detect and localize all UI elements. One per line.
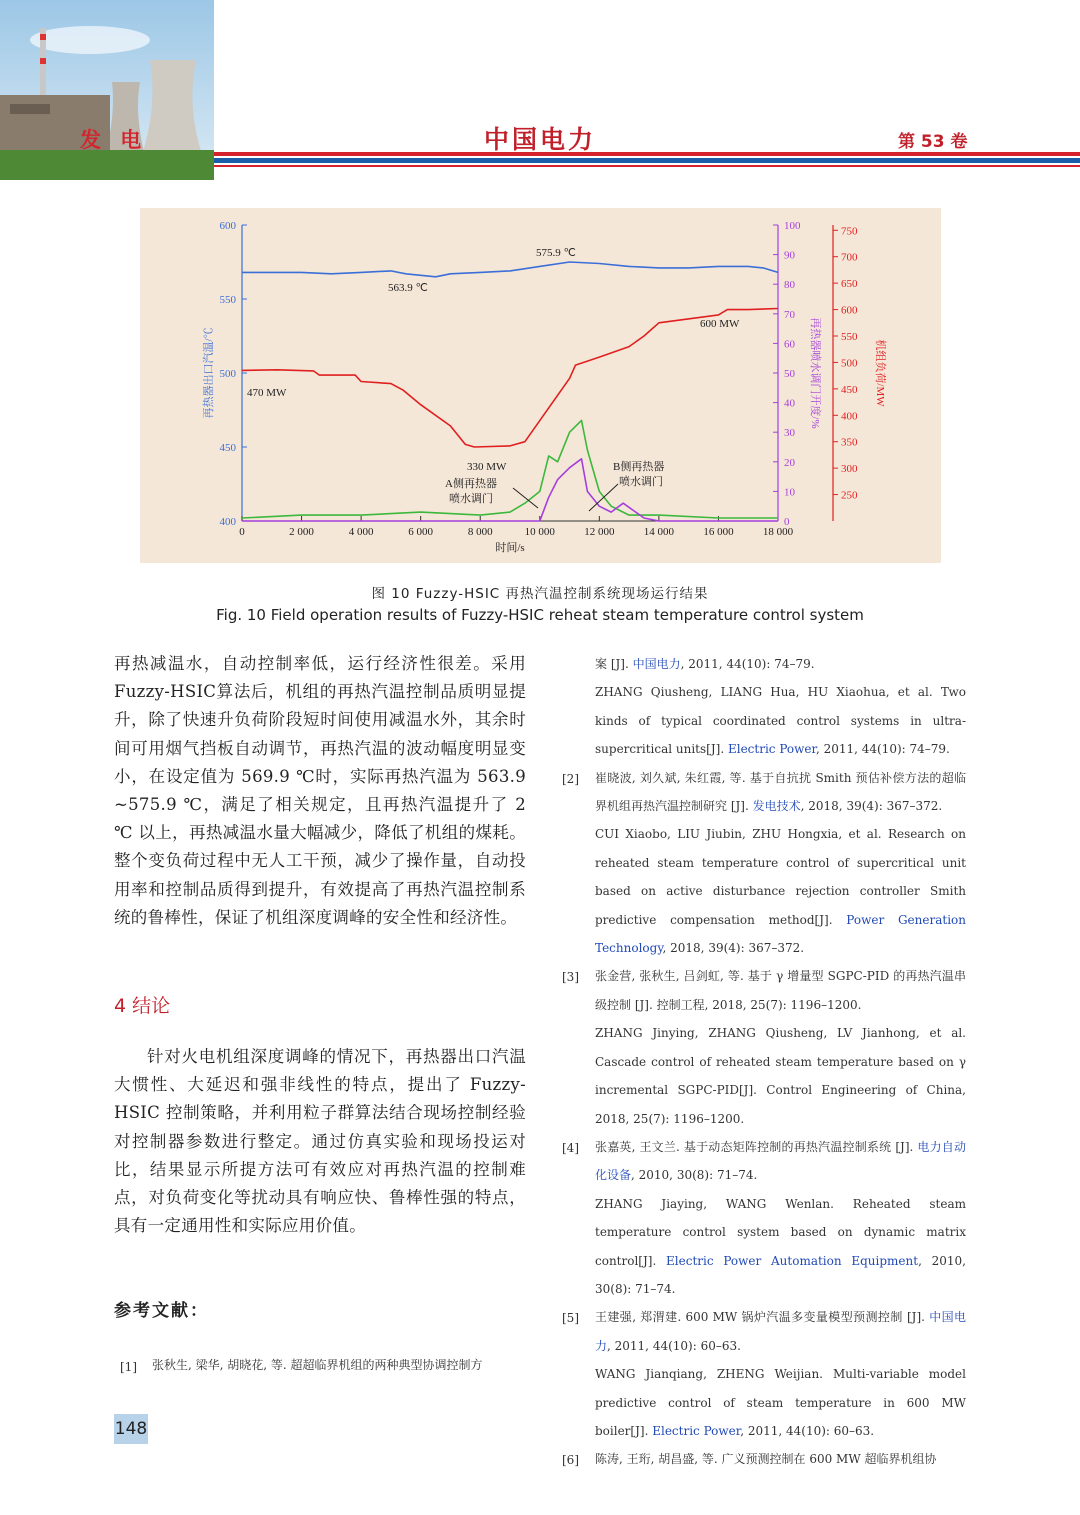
right1-axis-tick-label: 20 (784, 456, 795, 469)
reference-text (595, 678, 966, 763)
x-axis-tick-label: 6 000 (408, 526, 434, 538)
reference-entry (562, 678, 966, 763)
reference-entry (562, 1019, 966, 1133)
right2-axis-tick-label: 550 (841, 331, 858, 343)
reference-text (595, 962, 966, 1019)
x-axis-tick-label: 0 (239, 526, 245, 538)
reference-number (120, 1356, 137, 1375)
right1-axis-tick-label: 50 (784, 368, 795, 380)
journal-link[interactable]: 中国电力 (632, 657, 681, 671)
references-list (562, 650, 966, 1474)
right2-axis-tick-label: 650 (841, 278, 858, 291)
reference-text (595, 1133, 966, 1190)
reference-entry (562, 820, 966, 962)
reference-number: [5] (562, 1311, 579, 1326)
reference-entry (562, 1190, 966, 1304)
reference-fragment: ZHANG Jiaying, WANG Wenlan. Reheated steam temperature control system based on dynamic matrix control[J]. (595, 1196, 966, 1268)
figure-caption-zh: 图 10 Fuzzy-HSIC 再热汽温控制系统现场运行结果 (371, 586, 709, 602)
page-number: 148 (114, 1414, 148, 1444)
reference-entry (562, 1303, 966, 1360)
reference-number: [2] (562, 771, 579, 786)
annotation-valve-a-line2: 喷水调门 (449, 493, 493, 505)
reference-fragment: , 2010, 30(8): 71–74. (595, 1253, 966, 1296)
reference-number: [3] (562, 970, 579, 985)
right1-axis-tick-label: 80 (784, 279, 795, 292)
left-axis-tick-label: 500 (219, 368, 236, 380)
annotation-temp-low: 563.9 ℃ (388, 282, 428, 294)
right1-axis-tick-label: 100 (784, 220, 801, 232)
reference-fragment: 崔晓波, 刘久斌, 朱红霞, 等. 基于自抗扰 Smith 预估补偿方法的超临界机组再热汽温控制研究 [J]. (595, 770, 966, 814)
reference-fragment: CUI Xiaobo, LIU Jiubin, ZHU Hongxia, et al. Research on reheated steam temperature control of supercritical unit based on active disturbance rejection controller Smith predictive compensation method[J]. (595, 827, 966, 927)
load-line (242, 309, 778, 448)
right2-axis-tick-label: 450 (841, 383, 858, 396)
section-tag: 发 电 (80, 128, 148, 152)
left-axis-tick-label: 400 (219, 516, 236, 528)
right1-axis-label: 再热器喷水调门开度/% (809, 317, 821, 429)
journal-link[interactable]: Electric Power Automation Equipment (666, 1253, 919, 1268)
paragraph-conclusion: 针对火电机组深度调峰的情况下，再热器出口汽温大惯性、大延迟和强非线性的特点，提出了 Fuzzy-HSIC 控制策略，并利用粒子群算法结合现场控制经验对控制器参数进行整定。通过仿真实验和现场投运对比，结果显示所提方法可有效应对再热汽温的控制难点，对负荷变化等扰动具有响应快、鲁棒性强的特点，具有一定通用性和实际应用价值。 (114, 1047, 526, 1236)
reference-entry (562, 1445, 966, 1473)
right2-axis-label: 机组负荷/MW (874, 339, 886, 407)
left-axis-tick-label: 600 (219, 220, 236, 232)
right1-axis-tick-label: 10 (784, 486, 795, 499)
reference-number: [6] (562, 1453, 579, 1468)
right2-axis-tick-label: 250 (841, 489, 858, 502)
volume-label: 第 53 卷 (898, 132, 968, 152)
header-rule-blue (214, 158, 1080, 163)
left-axis-tick-label: 450 (219, 442, 236, 454)
section-heading-conclusion: 4 结论 (114, 995, 171, 1017)
right2-axis-tick-label: 750 (841, 225, 858, 238)
reference-fragment: 王建强, 郑渭建. 600 MW 锅炉汽温多变量模型预测控制 [J]. (595, 1310, 930, 1325)
right1-axis-tick-label: 30 (784, 427, 795, 440)
reference-fragment: 陈涛, 王珩, 胡昌盛, 等. 广义预测控制在 600 MW 超临界机组协 (595, 1452, 937, 1467)
annotation-arrow-a (513, 488, 538, 508)
right2-axis-tick-label: 600 (841, 304, 858, 317)
x-axis-tick-label: 12 000 (584, 526, 615, 538)
references-title: 参考文献： (114, 1301, 209, 1321)
reference-fragment: , 2011, 44(10): 74–79. (680, 657, 815, 671)
reference-number: [4] (562, 1140, 579, 1155)
x-axis-tick-label: 18 000 (762, 526, 794, 538)
header-rule-red (214, 152, 1080, 156)
left-axis-tick-label: 550 (219, 294, 236, 306)
annotation-load-low: 330 MW (467, 461, 507, 473)
right1-axis-tick-label: 60 (784, 338, 795, 351)
right2-axis-tick-label: 300 (841, 463, 858, 476)
right1-axis-tick-label: 0 (784, 516, 790, 528)
journal-title: 中国电力 (484, 125, 597, 154)
x-axis-tick-label: 8 000 (467, 526, 493, 538)
annotation-valve-a-line1: A侧再热器 (445, 478, 497, 490)
reference-fragment: ZHANG Jinying, ZHANG Qiusheng, LV Jianhong, et al. Cascade control of reheated steam temperature based on γ incremental SGPC-PID[J]. Control Engineering of China, 2018, 25(7): 1196–1200. (595, 1026, 966, 1126)
ref-1-number: [1] (120, 1360, 137, 1374)
journal-link[interactable]: Electric Power (727, 742, 816, 757)
reference-fragment: , 2018, 39(4): 367–372. (662, 941, 805, 956)
annotation-temp-high: 575.9 ℃ (536, 247, 576, 259)
reference-text (595, 1019, 966, 1133)
reference-text (595, 764, 966, 821)
right1-axis-tick-label: 90 (784, 249, 795, 262)
x-axis-tick-label: 10 000 (524, 526, 555, 538)
annotation-valve-b-line2: 喷水调门 (619, 476, 663, 488)
annotation-load-start: 470 MW (247, 387, 287, 399)
temperature-line (242, 262, 778, 277)
ref-1-text: 张秋生, 梁华, 胡晓花, 等. 超超临界机组的两种典型协调控制方 (152, 1358, 483, 1372)
reference-fragment: WANG Jianqiang, ZHENG Weijian. Multi-variable model predictive control of steam temperature in 600 MW boiler[J]. (595, 1367, 966, 1438)
journal-link[interactable]: 中国电力 (595, 1310, 966, 1353)
right2-axis-tick-label: 400 (841, 410, 858, 423)
right1-axis-tick-label: 40 (784, 397, 795, 410)
x-axis-tick-label: 4 000 (348, 526, 374, 538)
right2-axis-tick-label: 500 (841, 357, 858, 370)
reference-fragment: ZHANG Qiusheng, LIANG Hua, HU Xiaohua, et al. Two kinds of typical coordinated control systems in ultra-supercritical units[J]. (595, 685, 966, 757)
reference-fragment: , 2011, 44(10): 60–63. (607, 1338, 741, 1353)
left-axis-label: 再热器出口汽温/℃ (203, 327, 215, 419)
chart-svg (140, 208, 941, 563)
reference-entry (562, 1360, 966, 1445)
x-axis-label: 时间/s (495, 542, 525, 554)
annotation-valve-b-line1: B侧再热器 (613, 461, 665, 473)
reference-fragment: , 2011, 44(10): 74–79. (815, 742, 950, 757)
reference-text (595, 1360, 966, 1445)
reference-entry (562, 1133, 966, 1190)
reference-fragment: , 2011, 44(10): 60–63. (740, 1423, 875, 1438)
reference-fragment: , 2018, 39(4): 367–372. (800, 799, 943, 814)
x-axis-tick-label: 14 000 (643, 526, 675, 538)
reference-text (595, 650, 966, 678)
reference-entry (562, 650, 966, 678)
reference-text (595, 1303, 966, 1360)
x-axis-tick-label: 16 000 (703, 526, 734, 538)
reference-entry (562, 962, 966, 1019)
reference-text (595, 820, 966, 962)
valve-a-line (242, 420, 778, 518)
journal-link[interactable]: Electric Power (652, 1423, 741, 1438)
reference-text (595, 1445, 966, 1473)
x-axis-tick-label: 2 000 (289, 526, 314, 538)
header-rule-red-thin (214, 165, 1080, 167)
journal-link[interactable]: 电力自动化设备 (595, 1139, 966, 1183)
right1-axis-tick-label: 70 (784, 308, 795, 321)
reference-text (595, 1190, 966, 1304)
reference-entry (562, 764, 966, 821)
journal-link[interactable]: 发电技术 (752, 799, 801, 814)
right2-axis-tick-label: 700 (841, 251, 858, 264)
annotation-load-high: 600 MW (700, 318, 740, 330)
reference-fragment: , 2010, 30(8): 71–74. (631, 1168, 758, 1183)
journal-link[interactable]: Power Generation Technology (595, 912, 966, 956)
paragraph-results: 再热减温水，自动控制率低，运行经济性很差。采用Fuzzy-HSIC算法后，机组的再热汽温控制品质明显提升，除了快速升负荷阶段短时间使用减温水外，其余时间可用烟气挡板自动调节，再热汽温的波动幅度明显变小，在设定值为 569.9 ℃时，实际再热汽温为 563.9 ~575.9 ℃，满足了相关规定，且再热汽温提升了 2 ℃ 以上，再热减温水量大幅减少，降低了机组的煤耗。整个变负荷过程中无人工干预，减少了操作量，自动投用率和控制品质得到提升，有效提高了再热汽温控制系统的鲁棒性，保证了机组深度调峰的安全性和经济性。 (114, 654, 526, 927)
right2-axis-tick-label: 350 (841, 436, 858, 449)
reference-fragment: 案 [J]. (595, 657, 633, 671)
reference-fragment: 张金营, 张秋生, 吕剑虹, 等. 基于 γ 增量型 SGPC-PID 的再热汽温串级控制 [J]. 控制工程, 2018, 25(7): 1196–1200. (595, 969, 966, 1012)
reference-fragment: 张嘉英, 王文兰. 基于动态矩阵控制的再热汽温控制系统 [J]. (595, 1139, 918, 1154)
figure-caption-en: Fig. 10 Field operation results of Fuzzy-HSIC reheat steam temperature control system (216, 606, 864, 624)
